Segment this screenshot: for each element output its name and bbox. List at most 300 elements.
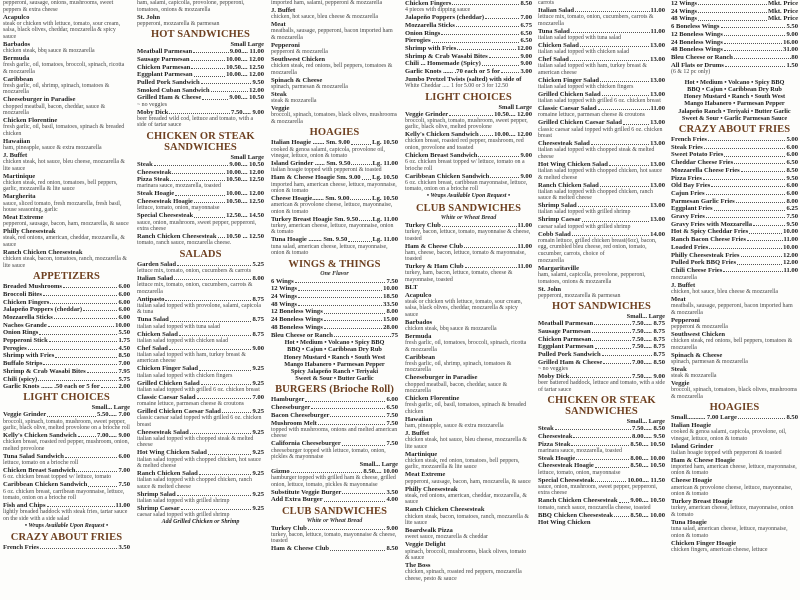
item-name: Onion Rings	[3, 329, 39, 337]
item-name: Chili ... Homemade (Spicy)	[405, 60, 481, 68]
item-row	[3, 345, 130, 352]
item-description: lettuce mix, tomato, onion, cucumbers, carrots & mozzarella	[538, 14, 654, 27]
menu-column	[402, 0, 535, 583]
item-row	[3, 544, 130, 551]
item-description: chicken steak, red onions, bell peppers, tomatoes & mozzarella	[271, 63, 393, 76]
item-name: Onion Rings	[405, 29, 441, 37]
item-price: 7.00	[252, 393, 264, 401]
item-row	[405, 45, 532, 52]
item-price: 31.00	[783, 46, 798, 54]
item-name: Pizza Steak	[137, 176, 170, 184]
leader-dots	[478, 152, 519, 157]
item-price: 8.75	[252, 316, 264, 324]
item-price: 6.00	[118, 298, 130, 306]
leader-dots	[736, 198, 786, 203]
item-name: Shrimp Salad	[538, 202, 577, 210]
leader-dots	[711, 182, 785, 187]
leader-dots	[50, 299, 117, 304]
menu-item	[538, 320, 665, 327]
leader-dots	[194, 71, 226, 76]
item-price: 8.00	[252, 274, 264, 282]
item-name: Ranch Chicken Cheesesteak	[538, 497, 618, 505]
item-description: turkey, ham, bacon, lettuce, tomato, cheese & mayonnaise, toasted	[405, 270, 513, 283]
item-row	[271, 412, 398, 419]
menu-item	[405, 562, 532, 582]
item-description: steak & mozzarella	[671, 372, 717, 379]
item-row	[671, 167, 798, 174]
item-name: Special Cheesesteak	[137, 212, 194, 220]
item-description: sauce, sliced tomato, fresh mozzarella, fresh basil, house seasoning, garlic	[3, 200, 122, 214]
item-row	[538, 216, 665, 223]
item-price: 7.50..... 8.75	[632, 327, 665, 335]
item-row	[405, 541, 532, 548]
item-description: spinach, parmesan & mozzarella	[271, 84, 348, 91]
menu-item	[137, 316, 264, 330]
item-price: 10.50.... 12.50	[226, 63, 264, 71]
menu-item	[538, 373, 665, 393]
item-name: Bleu Cheese or Ranch	[271, 331, 333, 339]
menu-item	[137, 212, 264, 232]
item-name: Veggie	[671, 379, 690, 387]
leader-dots	[193, 48, 229, 53]
leader-dots	[698, 0, 767, 5]
menu-item	[137, 470, 264, 490]
item-row	[671, 267, 798, 274]
menu-item	[271, 420, 398, 440]
item-name: Grilled Ham & Cheese	[137, 94, 202, 102]
menu-item	[538, 328, 665, 335]
item-row	[3, 411, 130, 418]
menu-item	[538, 425, 665, 432]
menu-item	[137, 94, 264, 108]
item-name: Hot Wing Chicken Salad	[538, 160, 608, 168]
item-row	[671, 296, 798, 303]
menu-item	[271, 160, 398, 174]
item-price: 6.00	[118, 290, 130, 298]
item-price: 9.25	[252, 379, 264, 387]
item-description: fresh garlic, oil, basil, tomatoes, spinach & breaded chicken	[405, 402, 527, 415]
item-price: 8.00	[786, 197, 798, 205]
item-name: Turkey & Ham Club	[405, 263, 464, 271]
menu-item	[538, 477, 665, 497]
menu-item	[137, 190, 264, 197]
menu-item	[671, 198, 798, 205]
item-price: 3.50	[118, 544, 130, 552]
item-name: Eggplant Fries	[671, 205, 713, 213]
item-row	[137, 169, 264, 176]
item-name: Tuna Hoagie ........ Sm. 9.50	[271, 236, 348, 244]
leader-dots	[734, 54, 789, 59]
item-name: Sausage Parmesan	[137, 55, 190, 63]
item-row	[671, 54, 798, 61]
item-price: 7.50	[386, 277, 398, 285]
item-name: Steak	[271, 91, 287, 99]
menu-item	[671, 31, 798, 38]
menu-item	[271, 396, 398, 403]
leader-dots	[753, 221, 785, 226]
item-row	[271, 139, 398, 146]
item-price: 13.00	[650, 202, 665, 210]
item-name: Garlic Knots ....... .50 each or 5 for	[3, 383, 100, 391]
item-name: Ranch Chicken Cheesesteak	[137, 233, 217, 241]
item-row	[671, 221, 798, 228]
menu-item	[405, 76, 532, 90]
item-price: 12.00	[517, 45, 532, 53]
leader-dots	[555, 425, 631, 430]
leader-dots	[211, 87, 249, 92]
item-description: chicken, hot sauce, bleu cheese & mozzarella	[671, 288, 778, 295]
item-name: Spinach & Cheese	[671, 351, 723, 359]
item-name: 6 Boneless Wings	[671, 23, 720, 31]
menu-item	[671, 213, 798, 220]
menu-item	[137, 505, 264, 519]
leader-dots	[342, 489, 385, 494]
item-name: Jalapeño Poppers (cheddar)	[405, 14, 485, 22]
leader-dots	[741, 252, 783, 257]
item-row	[405, 222, 532, 229]
item-price: 10.00.... 12.00	[226, 190, 264, 198]
item-row	[671, 46, 798, 53]
item-description: italian salad topped with grilled shrimp	[538, 209, 631, 216]
leader-dots	[602, 351, 653, 356]
item-description: fresh garlic, oil, tomatoes, broccoli, spinach, ricotta & mozzarella	[3, 62, 125, 75]
item-name: Cheesesteak Hoagie	[538, 462, 594, 470]
item-description: italian salad topped with grilled shrimp	[137, 498, 230, 505]
menu-note: Add Grilled Chicken or Shrimp	[161, 519, 240, 526]
item-row	[3, 283, 130, 290]
item-description: italian salad topped with chopped chicken, ranch sauce & melted cheese	[538, 188, 653, 202]
item-name: Pulled Pork Sandwich	[538, 351, 601, 359]
item-name: Ham & Cheese Hoagie	[671, 456, 735, 464]
section-heading: HOAGIES	[709, 402, 760, 414]
item-row	[137, 296, 264, 303]
item-price: 7.00..... 8.50	[632, 358, 665, 366]
item-description: lightly breaded haddock with steak fries, tartar sauce on the side with a side salad	[3, 509, 128, 522]
menu-item	[3, 138, 130, 152]
leader-dots	[598, 105, 650, 110]
menu-item	[137, 296, 264, 316]
item-name: Add Extra Burger	[271, 496, 323, 504]
item-name: Classic Caesar Salad	[137, 393, 196, 401]
item-name: Cheesesteak Salad	[538, 140, 590, 148]
size-labels: Small... Large	[91, 404, 130, 412]
menu-item	[671, 259, 798, 266]
item-price: 5.50	[786, 23, 798, 31]
item-row	[3, 322, 130, 329]
leader-dots	[218, 233, 226, 238]
item-name: Cheesesteak	[538, 432, 573, 440]
item-description: imported ham, american cheese, lettuce, mayonnaise, onion & tomato	[271, 181, 397, 195]
menu-item	[271, 195, 398, 215]
menu-item	[405, 333, 532, 353]
item-row	[671, 422, 798, 429]
menu-item	[671, 296, 798, 316]
menu-item	[137, 449, 264, 469]
leader-dots	[706, 213, 786, 218]
item-row	[538, 119, 665, 126]
item-row	[3, 360, 130, 367]
leader-dots	[575, 7, 649, 12]
item-price: 6.25	[786, 205, 798, 213]
item-price: 11.00	[783, 267, 798, 274]
item-price: 8.50.... 10.00	[630, 511, 665, 519]
item-name: BBQ Chicken Cheesesteak	[538, 511, 614, 519]
item-name: Pepperoni	[271, 41, 300, 49]
item-price: 11.00	[517, 221, 532, 229]
item-row	[405, 76, 532, 83]
item-name: Shrimp with Fries	[3, 352, 55, 360]
item-row	[137, 56, 264, 63]
leader-dots	[704, 144, 786, 149]
leader-dots	[570, 373, 631, 378]
item-price: 6.00	[786, 182, 798, 190]
item-price: 7.50..... 8.75	[632, 320, 665, 328]
item-description: italian salad topped with provolone, salami, capicola & tuna	[137, 302, 261, 316]
item-price: 10.00	[115, 321, 130, 329]
item-price: 9.00	[520, 60, 532, 68]
item-name: Gravy Fries	[671, 213, 705, 221]
item-description: carrots	[538, 0, 555, 6]
item-price: 11.00	[650, 7, 665, 14]
item-row	[405, 243, 532, 250]
item-name: Steak Hoagie	[538, 454, 576, 462]
item-name: Cheddar Cheese Fries	[671, 159, 734, 167]
leader-dots	[305, 396, 385, 401]
menu-item	[538, 462, 665, 476]
leader-dots	[432, 37, 520, 42]
item-row	[271, 174, 398, 181]
item-description: italian salad topped with grilled 6 oz. chicken breast	[538, 98, 661, 105]
section-heading: CLUB SANDWICHES	[281, 505, 388, 517]
item-row	[3, 376, 130, 383]
item-description: chicken fingers, american cheese, lettuce	[671, 546, 768, 553]
menu-item	[671, 190, 798, 197]
leader-dots	[48, 322, 114, 327]
item-description: lettuce, tomato, onion, mayonnaise	[538, 469, 621, 476]
item-row	[271, 489, 398, 496]
item-row	[137, 79, 264, 86]
item-price: 3.00	[520, 68, 532, 76]
item-row	[671, 15, 798, 22]
menu-item	[3, 352, 130, 359]
leader-dots	[318, 420, 386, 425]
menu-item	[3, 96, 130, 116]
item-description: romaine lettuce, parmesan cheese & croutons	[538, 112, 645, 119]
menu-item	[137, 261, 264, 275]
item-row	[405, 319, 532, 326]
item-price: 4.50	[118, 344, 130, 352]
item-name: Southwest Chicken	[271, 56, 326, 64]
item-price: 7.50	[118, 481, 130, 489]
section-heading: HOT SANDWICHES	[552, 301, 651, 313]
item-row	[137, 48, 264, 55]
item-price: 9.00	[520, 151, 532, 159]
leader-dots	[172, 169, 225, 174]
item-name: Shrimp & Crab Wasabi Bites	[405, 52, 488, 60]
leader-dots	[595, 343, 632, 348]
leader-dots	[721, 23, 786, 28]
item-row	[671, 282, 798, 289]
menu-item	[271, 278, 398, 285]
item-row	[137, 190, 264, 197]
item-row	[3, 249, 130, 256]
item-name: Sweet Potato Fries	[671, 151, 724, 159]
item-name: J. Buffet	[671, 281, 696, 289]
item-description: chicken steak, hot sauce, bleu cheese, mozzarella & lite sauce	[3, 159, 126, 172]
item-name: Perogies	[3, 344, 27, 352]
item-row	[271, 440, 398, 447]
leader-dots	[580, 42, 649, 47]
menu-item	[137, 491, 264, 505]
leader-dots	[47, 502, 115, 507]
item-name: Meatball Parmesan	[538, 320, 594, 328]
item-row	[271, 42, 398, 49]
menu-item	[271, 496, 398, 503]
item-name: Gravy Fries with Mozzarella	[671, 220, 752, 228]
menu-item	[671, 331, 798, 351]
menu-item	[671, 221, 798, 228]
leader-dots	[169, 345, 251, 350]
item-price: 8.50.... 10.00	[363, 468, 398, 475]
section-subheading: One Flavor	[320, 270, 349, 277]
item-description: pepperoni, mozzarella & parmesan	[137, 20, 220, 27]
item-price: 8.50	[386, 545, 398, 553]
item-name: 24 Wings	[271, 293, 297, 301]
item-name: Old Bay Fries	[671, 182, 711, 190]
item-description: romaine lettuce, parmesan cheese & croutons	[137, 401, 244, 408]
item-price: 5.75	[118, 375, 130, 383]
item-price: 9.00	[520, 172, 532, 180]
leader-dots	[482, 60, 520, 65]
menu-item	[271, 468, 398, 488]
item-name: Meat	[271, 21, 286, 29]
item-row	[3, 41, 130, 48]
leader-dots	[202, 94, 228, 99]
menu-item	[271, 42, 398, 56]
item-name: Ranch Chicken Cheesesteak	[3, 248, 83, 256]
item-price: 28.00	[383, 323, 398, 331]
leader-dots	[65, 453, 117, 458]
item-name: Cheesesteak Hoagie	[137, 198, 193, 206]
item-row	[671, 8, 798, 15]
item-description: italian salad topped with ham, turkey breast & american cheese	[137, 351, 246, 365]
item-price: Lg. 10.50	[372, 195, 398, 203]
item-price: 6.00	[118, 452, 130, 460]
menu-item	[538, 265, 665, 285]
item-description: caesar salad topped with grilled shrimp	[137, 512, 230, 519]
leader-dots	[442, 222, 517, 227]
leader-dots	[441, 30, 519, 35]
item-price: 1.50	[786, 61, 798, 69]
menu-item	[405, 319, 532, 333]
item-price: 11.00	[517, 263, 532, 271]
item-price: 10.50.... 12.00	[494, 110, 532, 118]
leader-dots	[480, 131, 493, 136]
item-row	[271, 160, 398, 167]
leader-dots	[194, 212, 225, 217]
item-price: 10.50 ... 12.50	[226, 233, 264, 241]
item-name: Shrimp with Fries	[405, 45, 457, 53]
item-row	[271, 316, 398, 323]
item-description: 4 pieces with dipping sauce	[405, 7, 471, 14]
leader-dots	[43, 291, 118, 296]
item-price: Mkt. Price	[767, 15, 798, 23]
item-description: italian hoagie topped with pepperoni & toasted	[271, 167, 382, 174]
menu-item	[405, 111, 532, 131]
menu-item	[405, 37, 532, 44]
item-name: 48 Boneless Wings	[271, 323, 323, 331]
menu-item	[671, 205, 798, 212]
item-price: 6.50	[386, 404, 398, 412]
item-price: 7.50	[386, 440, 398, 448]
leader-dots	[298, 285, 382, 290]
section-heading: HOT SANDWICHES	[151, 29, 250, 41]
item-description: chicken steak, red onion, tomatoes, bell peppers, garlic, mozzarella & lite sauce	[405, 457, 520, 471]
item-name: 12 Boneless Wings	[671, 30, 723, 38]
item-price: 7.95	[118, 367, 130, 375]
item-name: Ranch Bacon Cheese Fries	[671, 236, 746, 244]
item-row	[137, 161, 264, 168]
item-name: Veggie Grinder	[3, 411, 47, 419]
menu-item	[3, 337, 130, 344]
item-description: fresh garlic, oil, shrimp, spinach, tomatoes & mozzarella	[3, 82, 110, 96]
menu-item	[137, 14, 264, 28]
menu-item	[137, 380, 264, 394]
menu-item	[671, 228, 798, 235]
item-price: 11.00	[650, 105, 665, 113]
item-price: 6.50	[520, 37, 532, 45]
item-row	[538, 182, 665, 189]
item-name: Sausage Parmesan	[538, 327, 591, 335]
item-row	[538, 28, 665, 35]
item-row	[538, 497, 665, 504]
item-description: italian salad topped with tuna salad	[538, 34, 621, 41]
menu-item	[137, 365, 264, 379]
item-description: meatballs, sausage, pepperoni, bacon imported ham & mozzarella	[271, 28, 393, 41]
item-row	[671, 190, 798, 197]
item-row	[3, 228, 130, 235]
size-labels: Small Large	[498, 103, 532, 111]
item-name: Turkey Breast Hoagie Sm. 9.50	[271, 215, 359, 223]
item-row	[671, 244, 798, 251]
menu-item	[137, 71, 264, 78]
item-price: 10.00.... 12.00	[226, 71, 264, 79]
item-row	[671, 198, 798, 205]
item-description: spinach, broccoli, mushrooms, black olives, tomato & sauce	[405, 548, 527, 561]
item-description: turkey, bacon, lettuce, tomato, mayonnaise & cheese, toasted	[405, 229, 531, 242]
item-description: ham, salami, capicolla, provolone, pepperoni, tomatoes, onions & mozzarella	[137, 0, 245, 13]
item-description: pepperoni, sausage, bacon, ham, mozzarella, & sauce	[405, 478, 531, 485]
leader-dots	[342, 440, 386, 445]
item-row	[538, 433, 665, 440]
item-name: J. Buffet	[3, 151, 28, 159]
item-row	[271, 332, 398, 339]
item-description: chicken breast, roasted red pepper, mushroom, onion, melted provolone	[3, 439, 130, 452]
menu-item	[405, 53, 532, 60]
leader-dots	[698, 15, 767, 20]
item-row	[405, 111, 532, 118]
menu-item	[3, 368, 130, 375]
item-name: Pulled Pork Sandwich	[137, 79, 200, 87]
item-row	[405, 562, 532, 569]
item-description: pepperoni, mozzarella & parmesan	[538, 292, 621, 299]
menu-item	[3, 453, 130, 467]
leader-dots	[602, 91, 650, 96]
item-name: 48 Boneless Wings	[671, 46, 723, 54]
leader-dots	[591, 140, 649, 145]
menu-item	[137, 161, 264, 168]
item-row	[538, 441, 665, 448]
